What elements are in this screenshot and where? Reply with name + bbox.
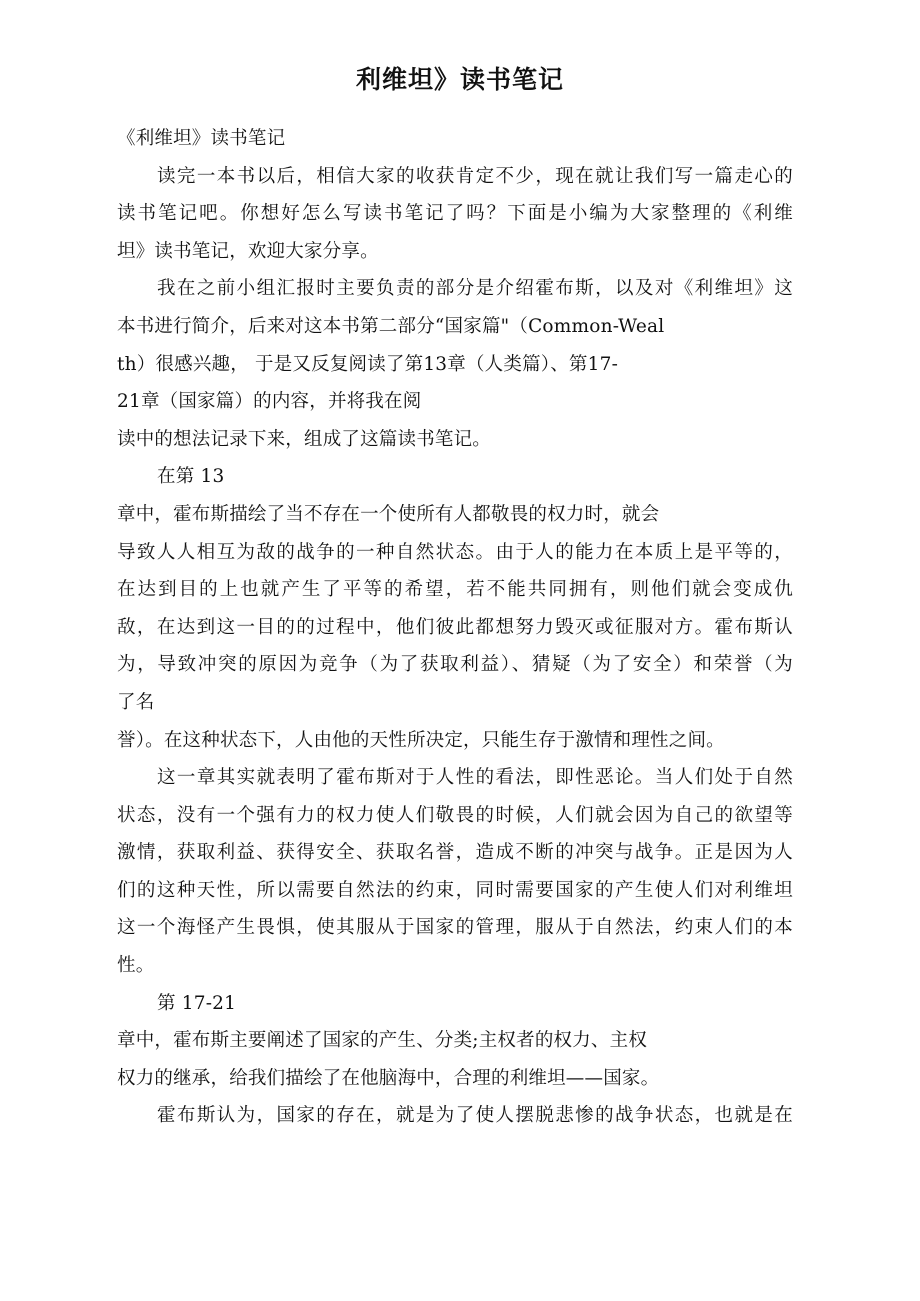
paragraph-line: 誉）。在这种状态下，人由他的天性所决定，只能生存于激情和理性之间。 <box>117 729 725 751</box>
paragraph-line: 这一个海怪产生畏惧，使其服从于国家的管理，服从于自然法，约束人们的本 <box>117 917 793 939</box>
paragraph-line: 性。 <box>117 955 155 977</box>
paragraph-line: 状态，没有一个强有力的权力使人们敬畏的时候，人们就会因为自己的欲望等 <box>117 804 793 826</box>
paragraph-line: 在第 13 <box>157 466 225 488</box>
document-title: 利维坦》读书笔记 <box>355 65 564 94</box>
paragraph-line: 导致人人相互为敌的战争的一种自然状态。由于人的能力在本质上是平等的， <box>117 541 793 563</box>
paragraph-line: 读完一本书以后，相信大家的收获肯定不少，现在就让我们写一篇走心的 <box>157 165 793 187</box>
paragraph-line: 霍布斯认为，国家的存在，就是为了使人摆脱悲惨的战争状态，也就是在 <box>157 1105 793 1127</box>
paragraph-line: th）很感兴趣， 于是又反复阅读了第13章（人类篇）、第17- <box>117 353 619 375</box>
paragraph-line: 本书进行简介，后来对这本书第二部分“国家篇"（Common-Weal <box>117 315 665 337</box>
paragraph-line: 这一章其实就表明了霍布斯对于人性的看法，即性恶论。当人们处于自然 <box>157 767 793 789</box>
paragraph-line: 21章（国家篇）的内容，并将我在阅 <box>117 391 422 413</box>
paragraph-line: 章中，霍布斯主要阐述了国家的产生、分类;主权者的权力、主权 <box>117 1030 648 1052</box>
paragraph-line: 们的这种天性，所以需要自然法的约束，同时需要国家的产生使人们对利维坦 <box>117 879 793 901</box>
paragraph-line: 敌，在达到这一目的的过程中，他们彼此都想努力毁灭或征服对方。霍布斯认 <box>117 616 793 638</box>
subtitle-line: 《利维坦》读书笔记 <box>117 128 286 149</box>
paragraph-line: 第 17-21 <box>157 992 237 1014</box>
paragraph-line: 为，导致冲突的原因为竞争（为了获取利益）、猜疑（为了安全）和荣誉（为 <box>117 654 793 676</box>
paragraph-line: 我在之前小组汇报时主要负责的部分是介绍霍布斯，以及对《利维坦》这 <box>157 278 793 300</box>
document-body <box>117 120 793 1135</box>
paragraph-line: 了名 <box>117 691 155 713</box>
paragraph-line: 读书笔记吧。你想好怎么写读书笔记了吗？下面是小编为大家整理的《利维 <box>117 203 793 225</box>
paragraph-line: 读中的想法记录下来，组成了这篇读书笔记。 <box>117 428 492 450</box>
paragraph-line: 激情，获取利益、获得安全、获取名誉，造成不断的冲突与战争。正是因为人 <box>117 842 793 864</box>
paragraph-line: 章中，霍布斯描绘了当不存在一个使所有人都敬畏的权力时，就会 <box>117 503 660 525</box>
paragraph-line: 坦》读书笔记，欢迎大家分享。 <box>117 240 379 262</box>
paragraph-line: 在达到目的上也就产生了平等的希望，若不能共同拥有，则他们就会变成仇 <box>117 579 793 601</box>
paragraph-line: 权力的继承，给我们描绘了在他脑海中，合理的利维坦——国家。 <box>117 1067 660 1089</box>
